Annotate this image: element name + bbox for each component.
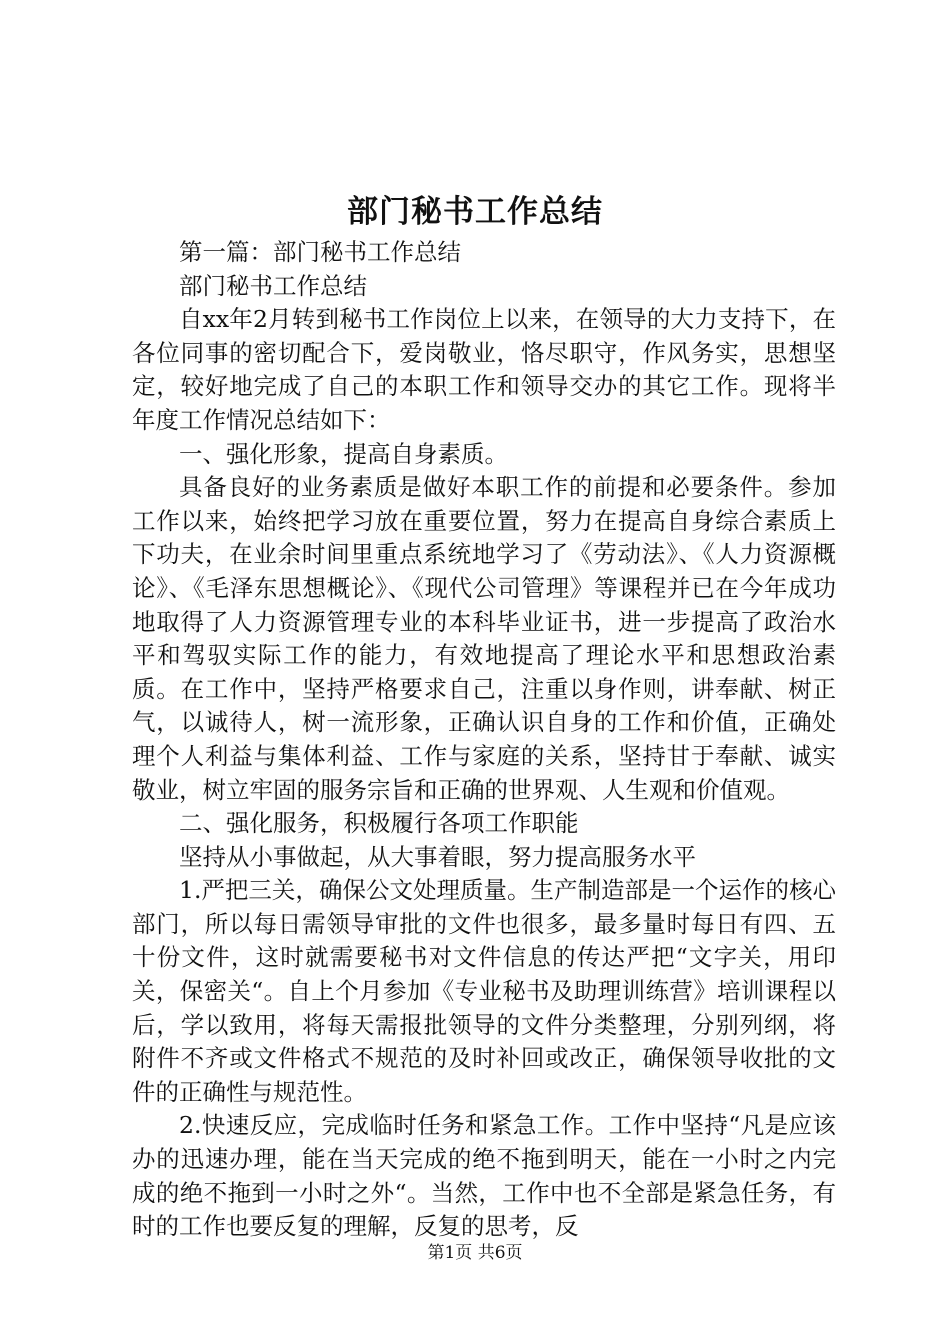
paragraph-body-1: 具备良好的业务素质是做好本职工作的前提和必要条件。参加工作以来，始终把学习放在重要位置，努力在提高自身综合素质上下功夫，在业余时间里重点系统地学习了《劳动法》、《人力资源概论》、《毛泽东思想概论》、《现代公司管理》等课程并已在今年成功地取得了人力资源管理专业的本科毕业证书，进一步提高了政治水平和驾驭实际工作的能力，有效地提高了理论水平和思想政治素质。在工作中，坚持严格要求自己，注重以身作则，讲奉献、树正气，以诚待人，树一流形象，正确认识自身的工作和价值，正确处理个人利益与集体利益、工作与家庭的关系，坚持甘于奉献、诚实敬业，树立牢固的服务宗旨和正确的世界观、人生观和价值观。 xyxy=(132,473,836,804)
paragraph-item-1: 1.严把三关，确保公文处理质量。生产制造部是一个运作的核心部门，所以每日需领导审批的文件也很多，最多量时每日有四、五十份文件，这时就需要秘书对文件信息的传达严把“文字关，用印关，保密关“。自上个月参加《专业秘书及助理训练营》培训课程以后，学以致用，将每天需报批领导的文件分类整理，分别列纲，将附件不齐或文件格式不规范的及时补回或改正，确保领导收批的文件的正确性与规范性。 xyxy=(132,876,836,1106)
paragraph-lead-2: 坚持从小事做起，从大事着眼，努力提高服务水平 xyxy=(179,842,696,871)
paragraph-heading-1: 一、强化形象，提高自身素质。 xyxy=(179,439,508,468)
page-footer: 第1页 共6页 xyxy=(427,1243,523,1263)
paragraph-heading-2: 二、强化服务，积极履行各项工作职能 xyxy=(179,809,579,838)
paragraph-section-heading: 第一篇：部门秘书工作总结 xyxy=(179,238,461,266)
paragraph-intro: 自xx年2月转到秘书工作岗位上以来，在领导的大力支持下，在各位同事的密切配合下，爱岗敬业，恪尽职守，作风务实，思想坚定，较好地完成了自己的本职工作和领导交办的其它工作。现将半年度工作情况总结如下： xyxy=(132,305,836,434)
document-body xyxy=(132,236,836,1244)
document-title: 部门秘书工作总结 xyxy=(347,194,603,230)
paragraph-subtitle: 部门秘书工作总结 xyxy=(179,271,367,300)
paragraph-item-2: 2.快速反应，完成临时任务和紧急工作。工作中坚持“凡是应该办的迅速办理，能在当天完成的绝不拖到明天，能在一小时之内完成的绝不拖到一小时之外“。当然，工作中也不全部是紧急任务，有时的工作也要反复的理解，反复的思考，反 xyxy=(132,1111,836,1241)
